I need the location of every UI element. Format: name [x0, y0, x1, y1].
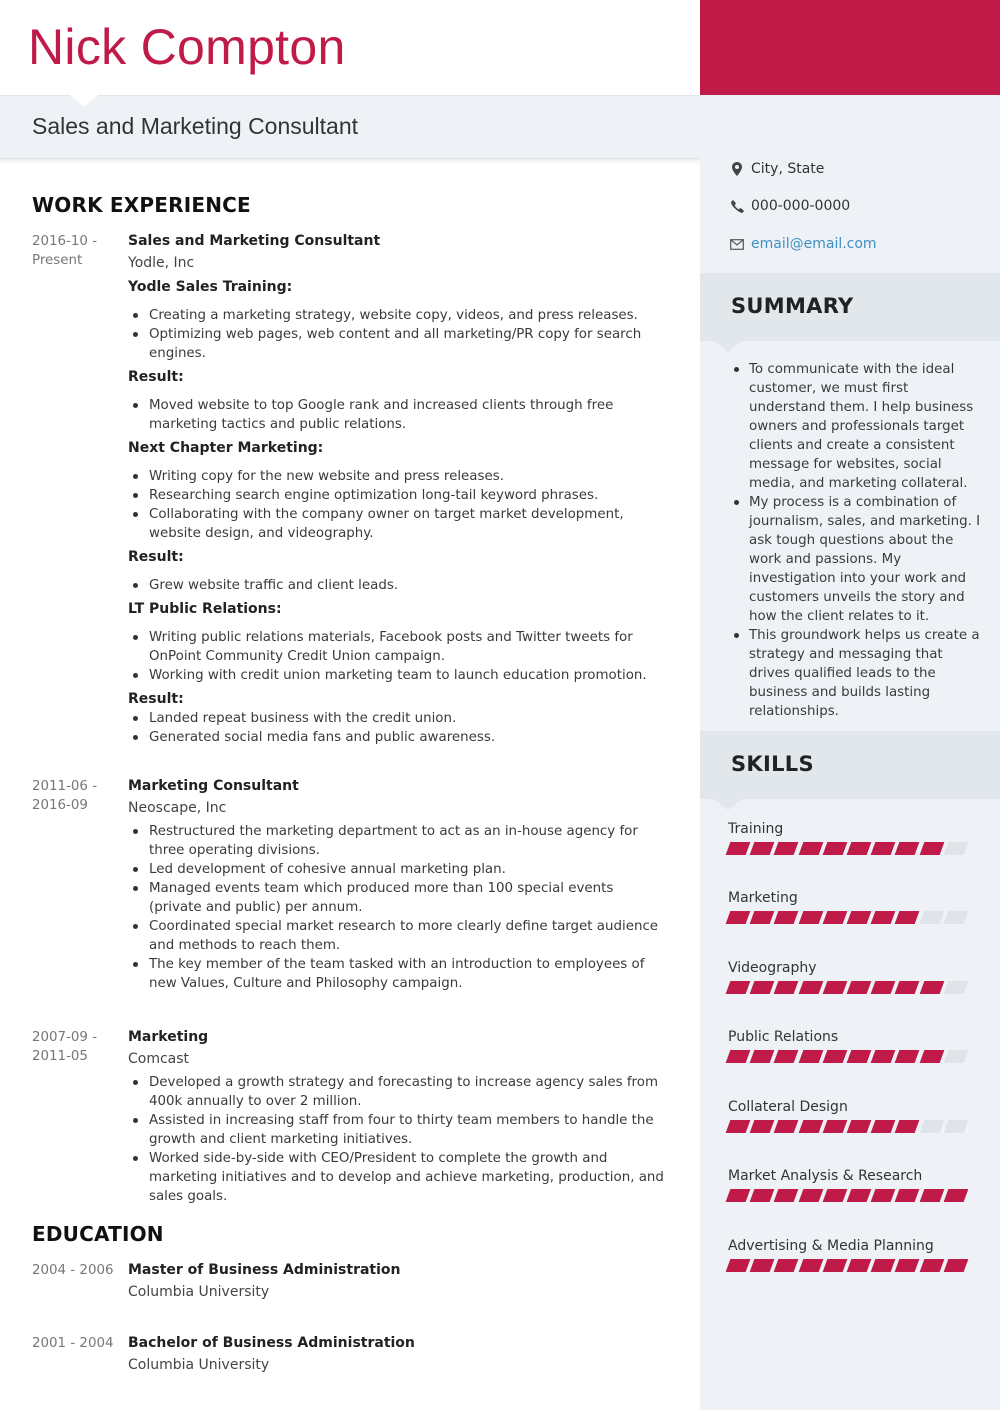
job-body [128, 1028, 668, 1206]
skill-segment-filled [750, 842, 775, 855]
skill-meter [728, 981, 978, 994]
skill-segment-filled [750, 911, 775, 924]
skills-heading: SKILLS [731, 752, 814, 776]
skill-segment-filled [822, 911, 847, 924]
skill-segment-filled [919, 1050, 944, 1063]
job-body [128, 232, 668, 747]
date-start: 2011-06 - [32, 779, 98, 794]
skill-item [728, 1168, 978, 1202]
skill-segment-filled [774, 1259, 799, 1272]
skill-label: Advertising & Media Planning [728, 1238, 934, 1254]
skill-segment-filled [774, 981, 799, 994]
list-item: Moved website to top Google rank and increased clients through free marketing tactics and public relations. [128, 396, 668, 434]
skill-segment-filled [871, 1050, 896, 1063]
skill-segment-filled [822, 1259, 847, 1272]
skill-label: Training [728, 821, 784, 837]
skill-segment-filled [919, 1259, 944, 1272]
job-bullets [128, 576, 668, 595]
list-item: Working with credit union marketing team to launch education promotion. [128, 666, 668, 685]
list-item: Managed events team which produced more than 100 special events (private and public) per annum. [128, 879, 668, 917]
job-org: Comcast [128, 1051, 190, 1067]
list-item: Writing public relations materials, Facebook posts and Twitter tweets for OnPoint Community Credit Union campaign. [128, 628, 668, 666]
skill-meter [728, 1120, 978, 1133]
date-start: 2007-09 - [32, 1030, 98, 1045]
skill-segment-filled [822, 1050, 847, 1063]
skill-label: Market Analysis & Research [728, 1168, 923, 1184]
skill-segment-filled [750, 1189, 775, 1202]
list-item: Writing copy for the new website and press releases. [128, 467, 668, 486]
skill-segment-filled [895, 842, 920, 855]
job-subheading: Next Chapter Marketing: [128, 440, 324, 456]
skill-segment-filled [822, 842, 847, 855]
summary-item: My process is a combination of journalism, sales, and marketing. I ask tough questions about the work and passions. My investigation into your work and customers unveils the story and how the client relates to it. [732, 493, 982, 626]
contact-email[interactable] [730, 236, 877, 252]
skill-segment-filled [895, 911, 920, 924]
skill-item [728, 1238, 978, 1272]
job-bullets [128, 709, 668, 747]
skill-segment-filled [798, 981, 823, 994]
education-dates: 2004 - 2006 [32, 1263, 114, 1278]
skill-segment-filled [847, 842, 872, 855]
skill-segment-filled [895, 1050, 920, 1063]
list-item: Grew website traffic and client leads. [128, 576, 668, 595]
job-role: Marketing [128, 1029, 209, 1045]
education-heading: EDUCATION [32, 1222, 164, 1246]
job-subheading: LT Public Relations: [128, 601, 282, 617]
list-item: Developed a growth strategy and forecasting to increase agency sales from 400k annually to over 2 million. [128, 1073, 668, 1111]
job-subheading: Result: [128, 691, 184, 707]
skill-segment-filled [750, 1120, 775, 1133]
skill-segment-filled [726, 911, 751, 924]
skill-meter [728, 911, 978, 924]
summary-list [732, 360, 982, 721]
skill-segment-filled [871, 1259, 896, 1272]
date-end: 2011-05 [32, 1049, 88, 1064]
skill-segment-filled [847, 1189, 872, 1202]
skill-segment-filled [750, 1259, 775, 1272]
email-link[interactable]: email@email.com [751, 236, 877, 252]
job-dates [32, 1028, 122, 1066]
phone-text: 000-000-0000 [751, 198, 851, 214]
job-bullets [128, 628, 668, 685]
job-body [128, 777, 668, 993]
skill-segment-filled [726, 842, 751, 855]
skill-segment-empty [943, 1120, 968, 1133]
skills-notch [714, 799, 742, 810]
skill-segment-filled [798, 1050, 823, 1063]
skill-segment-filled [847, 911, 872, 924]
skill-segment-empty [919, 911, 944, 924]
list-item: Optimizing web pages, web content and all marketing/PR copy for search engines. [128, 325, 668, 363]
skill-segment-filled [750, 981, 775, 994]
skill-segment-empty [943, 1050, 968, 1063]
skill-segment-empty [943, 911, 968, 924]
school: Columbia University [128, 1357, 270, 1373]
phone-icon [730, 199, 744, 213]
skill-meter [728, 1050, 978, 1063]
job-bullets [128, 822, 668, 993]
location-text: City, State [751, 161, 825, 177]
summary-item: This groundwork helps us create a strategy and messaging that drives qualified leads to the business and builds lasting relationships. [732, 626, 982, 721]
skill-meter [728, 1259, 978, 1272]
job-bullets [128, 306, 668, 363]
list-item: The key member of the team tasked with an introduction to employees of new Values, Culture and Philosophy campaign. [128, 955, 668, 993]
skill-segment-filled [895, 1259, 920, 1272]
skill-segment-filled [895, 981, 920, 994]
job-subheading: Result: [128, 549, 184, 565]
envelope-icon [730, 237, 744, 251]
skill-label: Videography [728, 960, 817, 976]
skill-meter [728, 1189, 978, 1202]
summary-heading-band [700, 273, 1000, 341]
skill-segment-filled [726, 1120, 751, 1133]
map-pin-icon [730, 162, 744, 176]
date-end: Present [32, 253, 83, 268]
list-item: Worked side-by-side with CEO/President to complete the growth and marketing initiatives and to develop and achieve marketing, production, and sales goals. [128, 1149, 668, 1206]
skill-segment-filled [726, 1259, 751, 1272]
skill-segment-filled [726, 1050, 751, 1063]
title-band [0, 95, 700, 158]
summary-item: To communicate with the ideal customer, we must first understand them. I help business owners and professionals target clients and create a consistent message for websites, social media, and marketing collateral. [732, 360, 982, 493]
skill-segment-filled [919, 981, 944, 994]
skill-item [728, 890, 978, 924]
list-item: Landed repeat business with the credit union. [128, 709, 668, 728]
list-item: Collaborating with the company owner on target market development, website design, and videography. [128, 505, 668, 543]
skills-heading-band [700, 731, 1000, 799]
date-end: 2016-09 [32, 798, 88, 813]
candidate-name: Nick Compton [28, 19, 346, 75]
contact-location [730, 161, 824, 177]
skill-segment-filled [798, 1120, 823, 1133]
skill-segment-filled [798, 1189, 823, 1202]
job-subheading: Result: [128, 369, 184, 385]
skill-label: Collateral Design [728, 1099, 848, 1115]
skill-segment-filled [798, 1259, 823, 1272]
list-item: Researching search engine optimization long-tail keyword phrases. [128, 486, 668, 505]
skill-segment-filled [774, 842, 799, 855]
skill-segment-filled [774, 911, 799, 924]
skill-segment-filled [871, 1189, 896, 1202]
job-title: Sales and Marketing Consultant [32, 113, 359, 139]
education-body [128, 1261, 668, 1302]
skill-segment-filled [871, 1120, 896, 1133]
skill-segment-empty [943, 842, 968, 855]
skill-segment-filled [726, 1189, 751, 1202]
skill-item [728, 1099, 978, 1133]
sidebar [700, 95, 1000, 1410]
skill-item [728, 821, 978, 855]
skill-segment-filled [871, 842, 896, 855]
job-bullets [128, 1073, 668, 1206]
skill-segment-filled [919, 1189, 944, 1202]
list-item: Assisted in increasing staff from four to thirty team members to handle the growth and client marketing initiatives. [128, 1111, 668, 1149]
skill-segment-filled [750, 1050, 775, 1063]
skill-segment-filled [943, 1259, 968, 1272]
education-body [128, 1334, 668, 1375]
skill-label: Public Relations [728, 1029, 839, 1045]
job-org: Yodle, Inc [128, 255, 195, 271]
skill-segment-filled [871, 981, 896, 994]
job-role: Sales and Marketing Consultant [128, 233, 381, 249]
skill-segment-filled [847, 1259, 872, 1272]
job-dates [32, 777, 122, 815]
education-dates: 2001 - 2004 [32, 1336, 114, 1351]
list-item: Coordinated special market research to more clearly define target audience and methods to reach them. [128, 917, 668, 955]
skill-segment-filled [774, 1189, 799, 1202]
skill-segment-filled [822, 981, 847, 994]
degree: Master of Business Administration [128, 1262, 401, 1278]
job-org: Neoscape, Inc [128, 800, 227, 816]
skill-segment-filled [895, 1120, 920, 1133]
skill-item [728, 960, 978, 994]
date-start: 2016-10 - [32, 234, 98, 249]
skill-segment-filled [798, 911, 823, 924]
contact-phone [730, 198, 850, 214]
header-accent-block [700, 0, 1000, 95]
job-bullets [128, 467, 668, 543]
skill-segment-empty [919, 1120, 944, 1133]
skill-item [728, 1029, 978, 1063]
title-pointer [70, 95, 98, 107]
summary-notch [714, 341, 742, 352]
school: Columbia University [128, 1284, 270, 1300]
skill-segment-filled [847, 1050, 872, 1063]
summary-heading: SUMMARY [731, 294, 854, 318]
job-dates [32, 232, 122, 270]
skill-segment-filled [798, 842, 823, 855]
list-item: Creating a marketing strategy, website copy, videos, and press releases. [128, 306, 668, 325]
degree: Bachelor of Business Administration [128, 1335, 415, 1351]
skill-segment-filled [726, 981, 751, 994]
job-bullets [128, 396, 668, 434]
list-item: Led development of cohesive annual marketing plan. [128, 860, 668, 879]
skill-label: Marketing [728, 890, 798, 906]
skill-segment-filled [822, 1120, 847, 1133]
skill-segment-filled [919, 842, 944, 855]
skill-segment-filled [871, 911, 896, 924]
skill-segment-filled [847, 1120, 872, 1133]
skill-segment-filled [774, 1050, 799, 1063]
list-item: Generated social media fans and public awareness. [128, 728, 668, 747]
skill-segment-filled [847, 981, 872, 994]
skill-segment-filled [895, 1189, 920, 1202]
skill-segment-filled [943, 1189, 968, 1202]
job-role: Marketing Consultant [128, 778, 299, 794]
work-experience-heading: WORK EXPERIENCE [32, 193, 251, 217]
skill-segment-empty [943, 981, 968, 994]
skill-segment-filled [774, 1120, 799, 1133]
list-item: Restructured the marketing department to act as an in-house agency for three operating divisions. [128, 822, 668, 860]
job-subheading: Yodle Sales Training: [128, 279, 293, 295]
skill-segment-filled [822, 1189, 847, 1202]
skill-meter [728, 842, 978, 855]
